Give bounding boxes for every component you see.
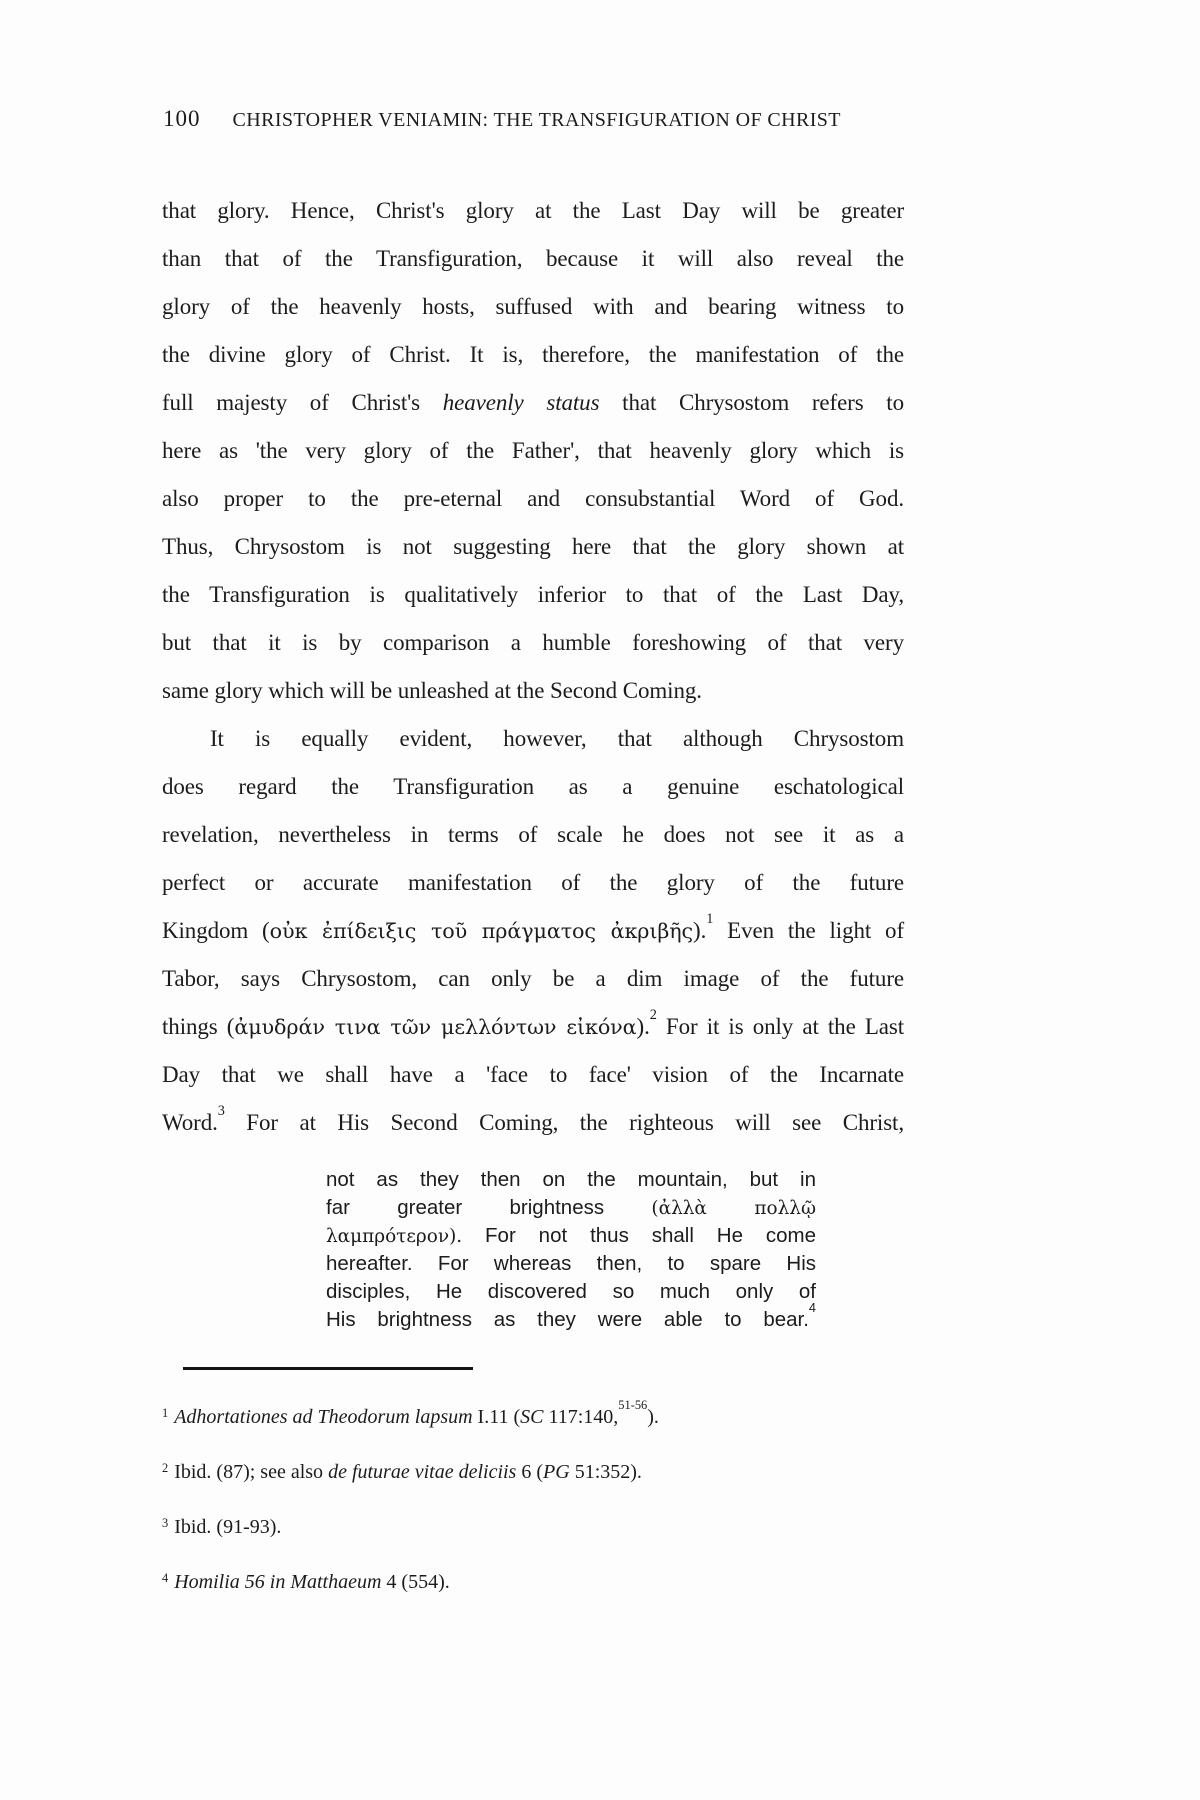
text-line: not as they then on the mountain, but in: [326, 1168, 816, 1191]
text-line: λαμπρότερον). For not thus shall He come: [326, 1224, 816, 1247]
text-line: things (ἀμυδράν τινα τῶν μελλόντων εἰκόνα).$^2$ For it is only at the Last: [162, 1006, 905, 1039]
text-line: His brightness as they were able to bear.$^4$: [326, 1300, 816, 1331]
footnote-marker: 3: [162, 1516, 169, 1531]
text-line: Thus, Chrysostom is not suggesting here that the glory shown at: [162, 534, 904, 559]
text-line: Day that we shall have a 'face to face' vision of the Incarnate: [162, 1062, 904, 1087]
footnote: $^3$ Ibid. (91-93).: [162, 1516, 282, 1538]
footnote: $^2$ Ibid. (87); see also de futurae vitae deliciis 6 (PG 51:352).: [162, 1461, 642, 1483]
text-line: here as 'the very glory of the Father', that heavenly glory which is: [162, 438, 904, 463]
footnote: $^4$ Homilia 56 in Matthaeum 4 (554).: [162, 1571, 450, 1593]
text-line: the Transfiguration is qualitatively inferior to that of the Last Day,: [162, 582, 904, 607]
body-text: [162, 187, 904, 1147]
text-line: revelation, nevertheless in terms of scale he does not see it as a: [162, 822, 904, 847]
block-quote: [326, 1166, 816, 1334]
text-line: perfect or accurate manifestation of the glory of the future: [162, 870, 904, 895]
footnotes: [162, 1398, 904, 1624]
footnote-marker: 1: [162, 1406, 169, 1421]
text-line: same glory which will be unleashed at the Second Coming.: [162, 678, 702, 703]
text-line: that glory. Hence, Christ's glory at the Last Day will be greater: [162, 198, 904, 223]
footnote-marker: 4: [162, 1571, 169, 1586]
text-line: Tabor, says Chrysostom, can only be a dim image of the future: [162, 966, 904, 991]
running-title: CHRISTOPHER VENIAMIN: THE TRANSFIGURATION OF CHRIST: [232, 109, 841, 131]
footnote: $^1$ Adhortationes ad Theodorum lapsum I.11 (SC 117:140,$^{51-56}$).: [162, 1398, 659, 1428]
text-line: glory of the heavenly hosts, suffused with and bearing witness to: [162, 294, 904, 319]
text-line: disciples, He discovered so much only of: [326, 1280, 816, 1303]
footnote-separator: [183, 1367, 473, 1370]
page-number: 100: [163, 106, 201, 131]
text-line: also proper to the pre-eternal and consubstantial Word of God.: [162, 486, 904, 511]
text-line: Kingdom (οὐκ ἐπίδειξις τοῦ πράγματος ἀκριβῆς).$^1$ Even the light of: [162, 910, 904, 943]
text-line: the divine glory of Christ. It is, therefore, the manifestation of the: [162, 342, 904, 367]
running-header: [163, 106, 923, 132]
footnote-marker: 2: [162, 1461, 169, 1476]
text-line: does regard the Transfiguration as a genuine eschatological: [162, 774, 904, 799]
text-line: than that of the Transfiguration, because it will also reveal the: [162, 246, 904, 271]
text-line: far greater brightness (ἀλλὰ πολλῷ: [326, 1196, 816, 1219]
text-line: hereafter. For whereas then, to spare His: [326, 1252, 816, 1275]
text-line: Word.$^3$ For at His Second Coming, the righteous will see Christ,: [162, 1102, 904, 1135]
text-line: but that it is by comparison a humble foreshowing of that very: [162, 630, 904, 655]
text-line: full majesty of Christ's heavenly status that Chrysostom refers to: [162, 390, 904, 415]
text-line: It is equally evident, however, that although Chrysostom: [210, 726, 904, 751]
